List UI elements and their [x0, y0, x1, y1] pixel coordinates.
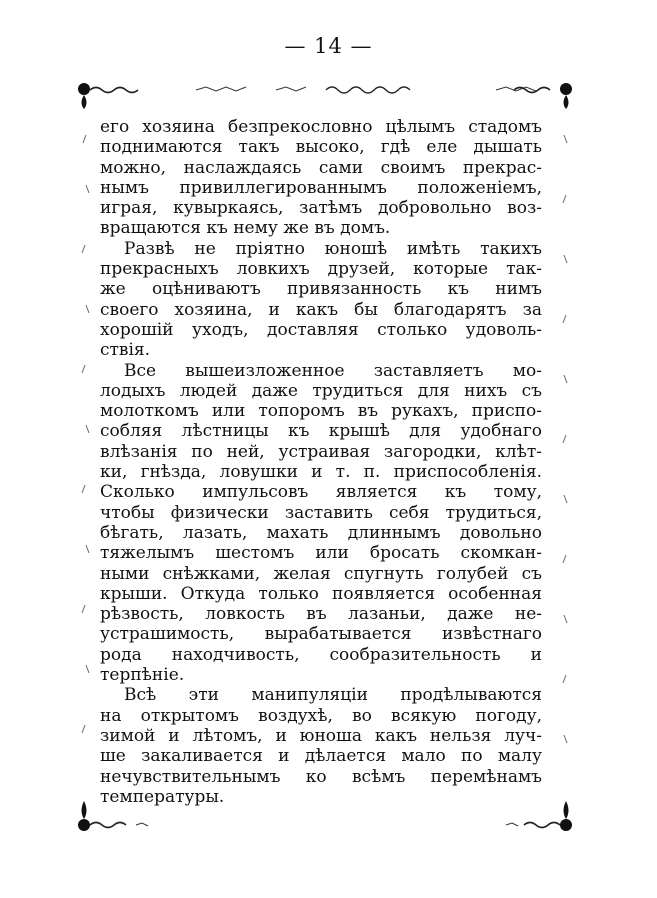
text-line: собляя лѣстницы къ крышѣ для удобнаго	[100, 421, 542, 442]
text-line: крыши. Откуда только появляется особенная	[100, 583, 542, 604]
text-line: можно, наслаждаясь сами своимъ прекрас-	[100, 157, 542, 178]
text-line: рѣзвость, ловкость въ лазаньи, даже не-	[100, 604, 542, 625]
text-line: его хозяина безпрекословно цѣлымъ стадомъ	[100, 117, 542, 137]
text-line: устрашимость, вырабатывается извѣстнаго	[100, 624, 542, 645]
text-line: же оцѣниваютъ привязанность къ нимъ	[100, 279, 542, 300]
text-line: зимой и лѣтомъ, и юноша какъ нельзя луч-	[100, 725, 542, 746]
page-number: — 14 —	[284, 34, 373, 58]
text-line: Развѣ не прiятно юношѣ имѣть такихъ	[124, 238, 542, 259]
text-line: влѣзанiя по ней, устраивая загородки, клѣт-	[100, 441, 542, 462]
text-line: нечувствительнымъ ко всѣмъ перемѣнамъ	[100, 766, 542, 787]
text-line: ными снѣжками, желая спугнуть голубей съ	[100, 563, 542, 584]
text-line: на открытомъ воздухѣ, во всякую погоду,	[100, 705, 542, 726]
text-line: ки, гнѣзда, ловушки и т. п. приспособленiя.	[100, 462, 542, 483]
text-line: лодыхъ людей даже трудиться для нихъ съ	[100, 380, 542, 401]
text-line: ше закаливается и дѣлается мало по малу	[100, 746, 542, 767]
text-line: рода находчивость, сообразительность и	[100, 644, 542, 665]
text-line: Всѣ эти манипуляцiи продѣлываются	[124, 685, 542, 706]
text-line: тяжелымъ шестомъ или бросать скомкан-	[100, 543, 542, 564]
text-line: чтобы физически заставить себя трудиться,	[100, 502, 542, 523]
text-line: молоткомъ или топоромъ въ рукахъ, приспо-	[100, 401, 542, 422]
text-line: бѣгать, лазать, махать длиннымъ довольно	[100, 522, 542, 543]
text-line: терпѣнiе.	[100, 665, 185, 686]
text-line: своего хозяина, и какъ бы благодарятъ за	[100, 299, 542, 320]
text-line: температуры.	[100, 786, 225, 807]
text-line: хорошiй уходъ, доставляя столько удоволь-	[100, 319, 542, 340]
text-line: поднимаются такъ высоко, гдѣ еле дышать	[100, 137, 542, 158]
body-text	[100, 117, 542, 807]
text-line: играя, кувыркаясь, затѣмъ добровольно воз-	[100, 198, 542, 219]
text-line: прекрасныхъ ловкихъ друзей, которые так-	[100, 259, 542, 280]
text-line: нымъ привиллегированнымъ положенiемъ,	[100, 177, 542, 198]
text-line: вращаются къ нему же въ домъ.	[100, 218, 391, 239]
text-line: Сколько импульсовъ является къ тому,	[100, 482, 542, 503]
text-line: Все вышеизложенное заставляетъ мо-	[124, 360, 542, 381]
text-line: ствiя.	[100, 340, 151, 361]
